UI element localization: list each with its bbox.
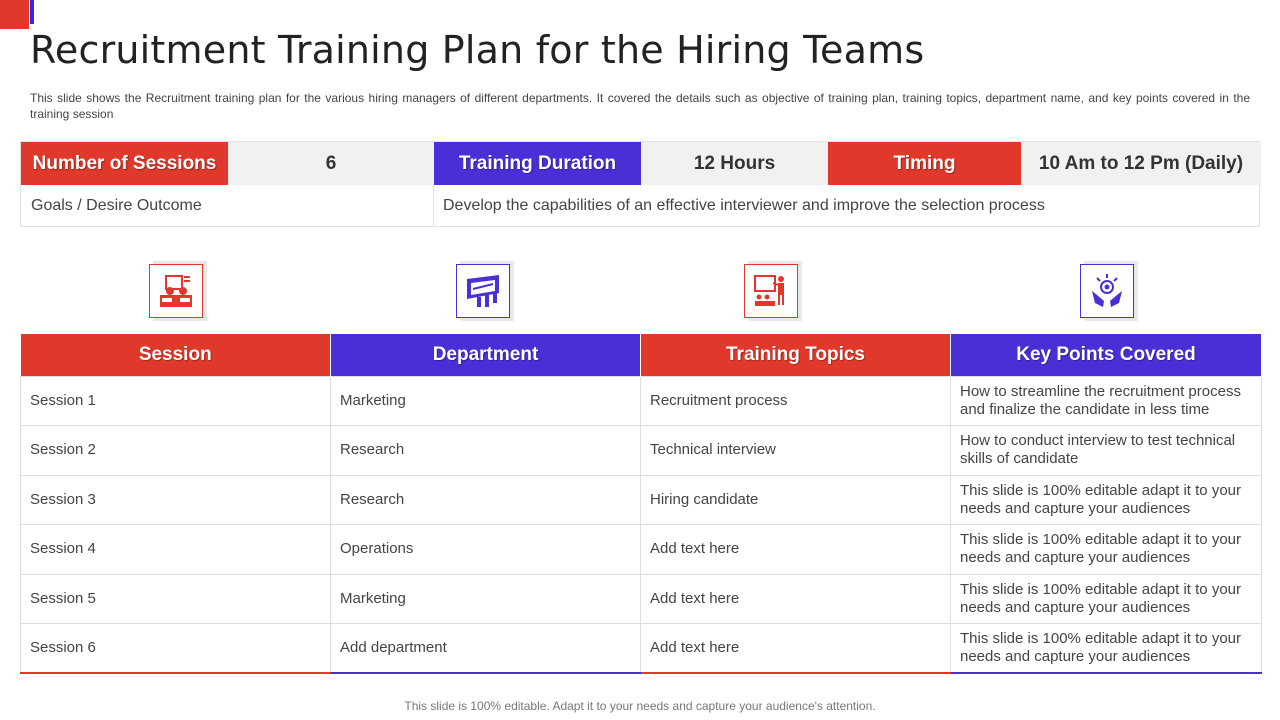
page-title: Recruitment Training Plan for the Hiring Teams <box>30 28 925 72</box>
trainer-board-icon <box>744 264 798 318</box>
cell-session: Session 6 <box>21 624 331 674</box>
corner-accent-square <box>0 0 29 29</box>
training-plan-table <box>20 334 1262 674</box>
goal-value: Develop the capabilities of an effective interviewer and improve the selection process <box>443 197 1045 214</box>
table-row <box>21 426 1262 476</box>
cell-department: Research <box>331 426 641 476</box>
cell-topic: Add text here <box>641 624 951 674</box>
timing-label: Timing <box>828 142 1021 185</box>
table-row <box>21 574 1262 624</box>
cell-session: Session 5 <box>21 574 331 624</box>
cell-session: Session 3 <box>21 475 331 525</box>
table-row <box>21 525 1262 575</box>
sessions-label: Number of Sessions <box>21 142 228 185</box>
cell-topic: Add text here <box>641 574 951 624</box>
interview-icon <box>149 264 203 318</box>
cell-department: Add department <box>331 624 641 674</box>
table-row <box>21 475 1262 525</box>
summary-panel <box>20 141 1260 227</box>
award-hands-icon <box>1080 264 1134 318</box>
corner-accent-bar <box>30 0 34 24</box>
header-key-points: Key Points Covered <box>951 334 1262 376</box>
cell-key-points: This slide is 100% editable adapt it to your needs and capture your audiences <box>951 475 1262 525</box>
cell-topic: Hiring candidate <box>641 475 951 525</box>
cell-topic: Technical interview <box>641 426 951 476</box>
cell-topic: Add text here <box>641 525 951 575</box>
cell-session: Session 2 <box>21 426 331 476</box>
duration-label: Training Duration <box>434 142 641 185</box>
cell-key-points: This slide is 100% editable adapt it to your needs and capture your audiences <box>951 525 1262 575</box>
cell-key-points: This slide is 100% editable adapt it to your needs and capture your audiences <box>951 624 1262 674</box>
cell-department: Marketing <box>331 574 641 624</box>
timing-value: 10 Am to 12 Pm (Daily) <box>1021 142 1261 185</box>
cell-department: Operations <box>331 525 641 575</box>
cell-session: Session 1 <box>21 376 331 426</box>
table-row <box>21 376 1262 426</box>
cell-session: Session 4 <box>21 525 331 575</box>
cell-key-points: How to conduct interview to test technical skills of candidate <box>951 426 1262 476</box>
goal-row <box>21 185 1261 227</box>
sessions-value: 6 <box>228 142 434 185</box>
cell-key-points: This slide is 100% editable adapt it to your needs and capture your audiences <box>951 574 1262 624</box>
presentation-screen-icon <box>456 264 510 318</box>
footer-note: This slide is 100% editable. Adapt it to your needs and capture your audience's attention. <box>404 699 876 713</box>
table-header-row <box>21 334 1262 376</box>
cell-department: Research <box>331 475 641 525</box>
duration-value: 12 Hours <box>641 142 828 185</box>
table-row <box>21 624 1262 674</box>
header-session: Session <box>21 334 331 376</box>
cell-topic: Recruitment process <box>641 376 951 426</box>
cell-department: Marketing <box>331 376 641 426</box>
header-training-topics: Training Topics <box>641 334 951 376</box>
page-subtitle: This slide shows the Recruitment training plan for the various hiring managers of different departments. It covered the details such as objective of training plan, training topics, department name, and key points covered in the training session <box>30 91 1250 121</box>
cell-key-points: How to streamline the recruitment process and finalize the candidate in less time <box>951 376 1262 426</box>
header-department: Department <box>331 334 641 376</box>
summary-row <box>21 142 1261 185</box>
goal-label: Goals / Desire Outcome <box>21 185 434 227</box>
